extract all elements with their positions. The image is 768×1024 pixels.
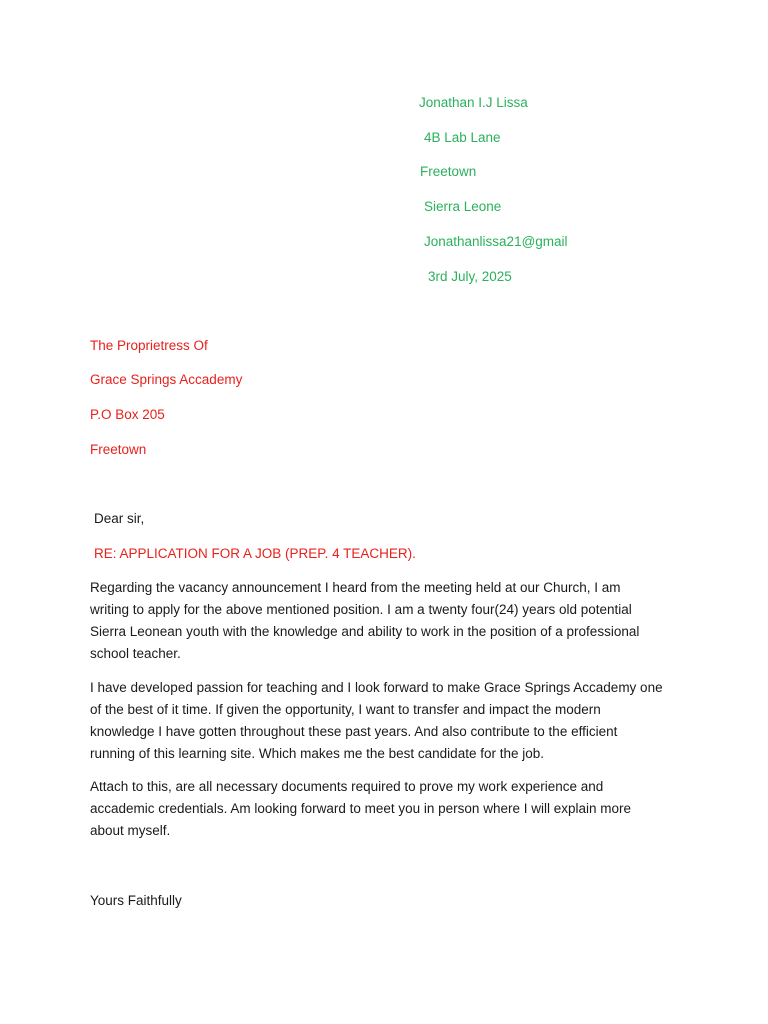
paragraph-line: writing to apply for the above mentioned position. I am a twenty four(24) years old potential [90, 602, 632, 617]
paragraph-line: accademic credentials. Am looking forward to meet you in person where I will explain more [90, 801, 632, 816]
body-paragraph-3 [90, 776, 680, 842]
sender-street: 4B Lab Lane [424, 130, 501, 145]
recipient-city: Freetown [90, 442, 147, 457]
paragraph-line: of the best of it time. If given the opportunity, I want to transfer and impact the modern [90, 702, 601, 717]
body-paragraph-1 [90, 577, 680, 665]
sender-name: Jonathan I.J Lissa [419, 95, 528, 110]
recipient-school: Grace Springs Accademy [90, 372, 243, 387]
paragraph-line: Sierra Leonean youth with the knowledge and ability to work in the position of a professional [90, 624, 640, 639]
subject-line: RE: APPLICATION FOR A JOB (PREP. 4 TEACHER). [94, 546, 416, 561]
paragraph-line: Regarding the vacancy announcement I heard from the meeting held at our Church, I am [90, 580, 621, 595]
salutation: Dear sir, [94, 511, 145, 526]
paragraph-line: about myself. [90, 823, 171, 838]
body-paragraph-2 [90, 677, 680, 765]
recipient-po-box: P.O Box 205 [90, 407, 165, 422]
sender-email: Jonathanlissa21@gmail [424, 234, 568, 249]
letter-date: 3rd July, 2025 [428, 269, 512, 284]
closing: Yours Faithfully [90, 893, 182, 908]
paragraph-line: I have developed passion for teaching and I look forward to make Grace Springs Accademy one [90, 680, 663, 695]
paragraph-line: school teacher. [90, 646, 181, 661]
recipient-title: The Proprietress Of [90, 338, 208, 353]
sender-country: Sierra Leone [424, 199, 502, 214]
sender-city: Freetown [420, 164, 477, 179]
paragraph-line: knowledge I have gotten throughout these past years. And also contribute to the efficient [90, 724, 618, 739]
paragraph-line: Attach to this, are all necessary documents required to prove my work experience and [90, 779, 604, 794]
paragraph-line: running of this learning site. Which makes me the best candidate for the job. [90, 746, 544, 761]
